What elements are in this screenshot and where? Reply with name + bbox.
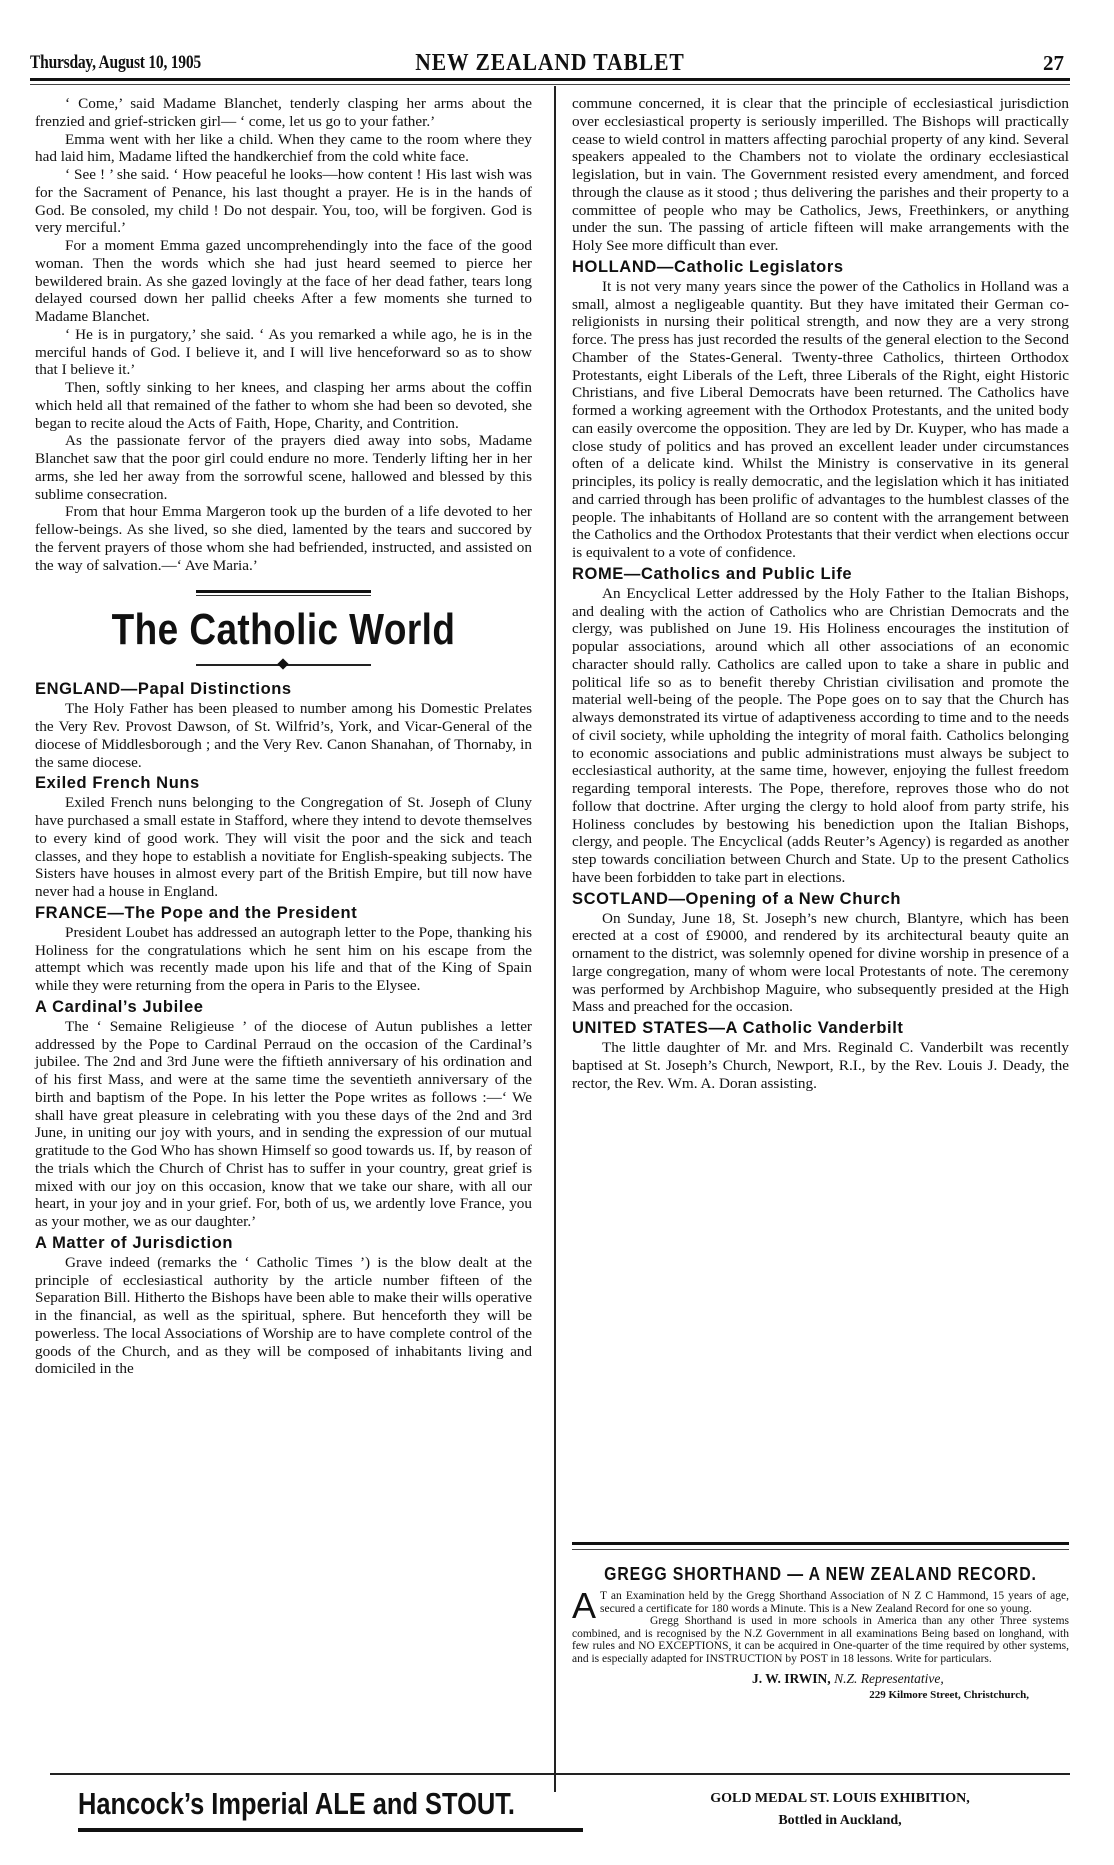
- section-title: The Catholic World: [111, 605, 456, 655]
- article-heading: Exiled French Nuns: [35, 774, 200, 793]
- hancocks-advertisement: [78, 1786, 598, 1832]
- ornamental-divider: [196, 660, 371, 670]
- ad-body: [572, 1585, 1069, 1665]
- left-column: [35, 95, 532, 1378]
- article-paragraph: Exiled French nuns belonging to the Congregation of St. Joseph of Cluny have purchased a small estate in Stafford, where they intend to devote themselves to every kind of good work. They will visit the poor and the sick and teach classes, and they hope to establish a novitiate for English-speaking subjects. The Sisters have houses in almost every part of the British Empire, but till now have never had a house in England.: [35, 794, 532, 900]
- article-paragraph: The Holy Father has been pleased to number among his Domestic Prelates the Very Rev. Provost Dawson, of St. Wilfrid’s, York, and Vicar-General of the diocese of Middlesborough ; and the Very Rev. Canon Shanahan, of Thornaby, in the same diocese.: [35, 700, 532, 771]
- masthead-rule-thin: [30, 84, 1070, 85]
- ad-address: 229 Kilmore Street, Christchurch,: [869, 1689, 1029, 1701]
- section-rule: [196, 590, 371, 593]
- footer-rule: [50, 1773, 1070, 1775]
- story-paragraph: For a moment Emma gazed uncomprehendingly into the face of the good woman. Then the words which she had just heard seemed to pierce her bewildered brain. As she gazed lovingly at the face of her dead father, tears long delayed coursed down her pallid cheeks After a few moments she turned to Madame Blanchet.: [35, 237, 532, 325]
- story-paragraph: As the passionate fervor of the prayers died away into sobs, Madame Blanchet saw that the poor girl could endure no more. Tenderly lifting her in her arms, she led her away from the sorrowful scene, hallowed and blessed by this sublime consecration.: [35, 432, 532, 503]
- ad-paragraph: T an Examination held by the Gregg Shorthand Association of N Z C Hammond, 15 years of age, secured a certificate for 180 words a Minute. This is a New Zealand Record for one so young.: [600, 1590, 1069, 1615]
- gold-medal-line: GOLD MEDAL ST. LOUIS EXHIBITION,: [710, 1791, 970, 1806]
- article-heading: FRANCE—The Pope and the President: [35, 903, 358, 922]
- article-paragraph: It is not very many years since the power of the Catholics in Holland was a small, almost a negligeable quantity. But they have imitated their German co-religionists in nursing their political strength, and now they are a very strong force. The press has just recorded the results of the general election to the Second Chamber of the States-General. Twenty-three Catholics, thirteen Orthodox Protestants, eight Liberals of the Left, three Liberals of the Right, eight Historic Christians, and five Liberal Democrats have been returned. The Catholics have formed a working agreement with the Orthodox Protestants, and the united body can easily overcome the opposition. They are led by Dr. Kuyper, who has made a close study of politics and has proved an excellent leader under circumstances often of a delicate kind. Whilst the Ministry is conservative in its general principles, its policy is really democratic, and the legislation which it has initiated and carried through has been prolific of advantages to the humblest classes of the people. The inhabitants of Holland are so content with the arrangement between the Catholics and the Orthodox Protestants that their verdict when elections occur is equivalent to a vote of confidence.: [572, 277, 1069, 561]
- bottled-line: Bottled in Auckland,: [778, 1813, 902, 1828]
- article-paragraph: On Sunday, June 18, St. Joseph’s new church, Blantyre, which has been erected at a cost of £9000, and rendered by its architectural beauty quite an ornament to the district, was solemnly opened for divine worship in presence of a large congregation, many of whom were local Protestants of note. The ceremony was performed by Archbishop Maguire, who subsequently presided at the High Mass and preached for the occasion.: [572, 909, 1069, 1016]
- article-heading: A Matter of Jurisdiction: [35, 1233, 234, 1252]
- masthead-rule: [30, 78, 1070, 81]
- gold-medal-advertisement: [640, 1788, 1040, 1832]
- article-paragraph: Grave indeed (remarks the ‘ Catholic Times ’) is the blow dealt at the principle of ecclesiastical authority by the article number fifteen of the Separation Bill. Hitherto the Bishops have been able to make their wills operative in the financial, as well as the spiritual, sphere. But henceforth they will be powerless. The local Associations of Worship are to have complete control of the goods of the Church, and as they will be composed of inhabitants living and domiciled in the: [35, 1253, 532, 1378]
- column-divider: [554, 86, 556, 1792]
- diamond-icon: [277, 659, 288, 670]
- story-paragraph: ‘ Come,’ said Madame Blanchet, tenderly clasping her arms about the frenzied and grief-stricken girl— ‘ come, let us go to your father.’: [35, 95, 532, 130]
- article-heading: HOLLAND—Catholic Legislators: [572, 257, 844, 276]
- story-paragraph: ‘ He is in purgatory,’ she said. ‘ As you remarked a while ago, he is in the merciful hands of God. I believe it, and I will live henceforward so as to show that I believe it.’: [35, 325, 532, 379]
- story-paragraph: Emma went with her like a child. When they came to the room where they had laid him, Madame lifted the handkerchief from the cold white face.: [35, 130, 532, 166]
- ad-rule: [572, 1542, 1069, 1545]
- hancocks-ad-underline: [78, 1828, 583, 1832]
- section-rule-thin: [196, 595, 371, 596]
- masthead: [30, 50, 1070, 78]
- article-paragraph: President Loubet has addressed an autograph letter to the Pope, thanking his Holiness for the congratulations which he sent him on his escape from the attempt which was recently made upon his life and that of the King of Spain while they were returning from the opera in Paris to the Elysee.: [35, 923, 532, 994]
- article-heading: SCOTLAND—Opening of a New Church: [572, 889, 902, 908]
- article-paragraph: An Encyclical Letter addressed by the Holy Father to the Italian Bishops, and dealing with the action of Catholics who are Christian Democrats and the clergy, was published on June 19. His Holiness encourages the institution of popular associations, around which all other associations of an economic character should rally. Catholics are called upon to take a share in public and political life so as to benefit thereby Christian civilisation and promote the material well-being of the people. The Pope goes on to say that the Church has always demonstrated its virtue of adaptiveness according to time and to the needs of civil society, while upholding the integrity of moral faith. Catholics belonging to economic associations and public administrations must always be subject to ecclesiastical authority, at the same time, however, enjoying the fullest freedom regarding temporal interests. The Pope, therefore, reproves those who do not follow that doctrine. After urging the clergy to hold aloof from party strife, his Holiness concludes by bestowing his benediction upon the Italian Bishops, clergy, and people. The Encyclical (adds Reuter’s Agency) is regarded as another step towards conciliation between Church and State. Up to the present Catholics have been forbidden to take part in elections.: [572, 584, 1069, 886]
- article-heading: UNITED STATES—A Catholic Vanderbilt: [572, 1019, 904, 1037]
- ad-paragraph: Gregg Shorthand is used in more schools in America than any other Three systems combined, and is recognised by the N.Z Government in all examinations Being based on longhand, with few rules and NO EXCEPTIONS, it can be acquired in One-quarter of the time required by other systems, and is especially adapted for INSTRUCTION by POST in 18 lessons. Write for particulars.: [572, 1615, 1069, 1665]
- page-number: 27: [1043, 51, 1064, 75]
- article-heading: ROME—Catholics and Public Life: [572, 564, 853, 583]
- signatory-name: J. W. IRWIN,: [752, 1671, 831, 1686]
- story-paragraph: ‘ See ! ’ she said. ‘ How peaceful he looks—how content ! His last wish was for the Sacrament of Penance, his last thought a prayer. He is in the hands of God. Be consoled, my child ! Do not despair. You, too, will be forgiven. God is very merciful.’: [35, 166, 532, 237]
- gregg-shorthand-advertisement: [572, 1542, 1069, 1701]
- issue-date: Thursday, August 10, 1905: [30, 52, 201, 73]
- ad-title: GREGG SHORTHAND — A NEW ZEALAND RECORD.: [604, 1564, 1037, 1584]
- ad-rule-thin: [572, 1549, 1069, 1550]
- hancocks-ad-text: Hancock’s Imperial ALE and STOUT.: [78, 1786, 515, 1821]
- signatory-role: N.Z. Representative,: [834, 1671, 944, 1686]
- story-paragraph: Then, softly sinking to her knees, and clasping her arms about the coffin which held all that remained of the father to whom she had been so devoted, she began to recite aloud the Acts of Faith, Hope, Charity, and Contrition.: [35, 379, 532, 432]
- continued-paragraph: commune concerned, it is clear that the principle of ecclesiastical jurisdiction over ecclesiastical property is seriously imperilled. The Bishops will practically cease to wield control in matters affecting parochial property of any kind. Several speakers appealed to the Chambers not to violate the ordinary ecclesiastical legislation, but in vain. The Government resisted every amendment, and forced through the clause as it stood ; thus delivering the parishes and their property to a committee of people who may be Catholics, Jews, Freethinkers, or anything under the sun. The passing of article fifteen will make arrangements with the Holy See more difficult than ever.: [572, 95, 1069, 254]
- ad-signature: [572, 1671, 1069, 1687]
- drop-cap: A: [572, 1585, 597, 1626]
- newspaper-title: NEW ZEALAND TABLET: [415, 50, 685, 76]
- article-heading: ENGLAND—Papal Distinctions: [35, 680, 292, 699]
- story-paragraph: From that hour Emma Margeron took up the burden of a life devoted to her fellow-beings. As she lived, so she died, lamented by the tears and succored by the fervent prayers of those whom she had befriended, instructed, and assisted on the way of salvation.—‘ Ave Maria.’: [35, 503, 532, 574]
- article-paragraph: The ‘ Semaine Religieuse ’ of the diocese of Autun publishes a letter addressed by the Pope to Cardinal Perraud on the occasion of the Cardinal’s jubilee. The 2nd and 3rd June were the fiftieth anniversary of his ordination and of his first Mass, and were at the same time the seventieth anniversary of the birth and baptism of the Pope. In his letter the Pope writes as follows :—‘ We shall have great pleasure in celebrating with you these days of the 2nd and 3rd June, in uniting our joy with yours, and in sending the expression of our mutual gratitude to the God Who has shown Himself so good towards us. If, by reason of the trials which the Church of Christ has to suffer in your country, great grief is mixed with our joy on this occasion, know that we take our share, with all our heart, in your joy and in your grief. For, both of us, we ardently love France, you as your mother, we as our daughter.’: [35, 1017, 532, 1230]
- article-paragraph: The little daughter of Mr. and Mrs. Reginald C. Vanderbilt was recently baptised at St. Joseph’s Church, Newport, R.I., by the Rev. Louis J. Deady, the rector, the Rev. Wm. A. Doran assisting.: [572, 1039, 1069, 1092]
- right-column: [572, 95, 1069, 1092]
- article-heading: A Cardinal’s Jubilee: [35, 997, 204, 1016]
